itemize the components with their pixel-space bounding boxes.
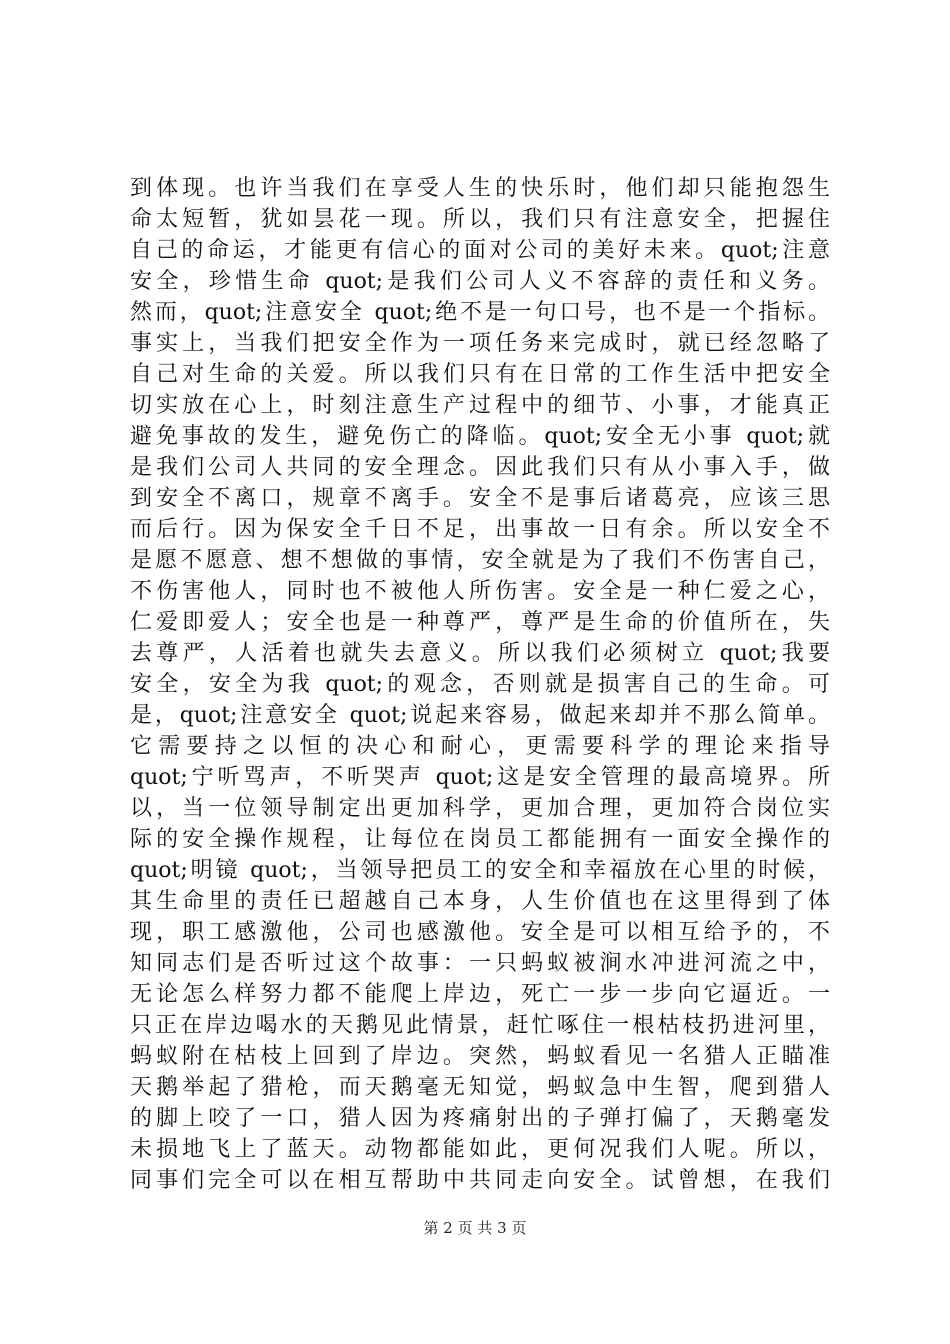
text-line: 现，职工感激他，公司也感激他。安全是可以相互给予的，不 — [130, 920, 830, 945]
text-line: 同事们完全可以在相互帮助中共同走向安全。试曾想，在我们 — [130, 1168, 830, 1193]
body-text — [130, 173, 830, 1196]
text-line: 无论怎么样努力都不能爬上岸边，死亡一步一步向它逼近。一 — [130, 982, 830, 1007]
text-line: 的脚上咬了一口，猎人因为疼痛射出的子弹打偏了，天鹅毫发 — [130, 1106, 830, 1131]
text-line: 到体现。也许当我们在享受人生的快乐时，他们却只能抱怨生 — [130, 176, 830, 201]
text-line: 而后行。因为保安全千日不足，出事故一日有余。所以安全不 — [130, 517, 830, 542]
text-line: 它需要持之以恒的决心和耐心，更需要科学的理论来指导 — [130, 734, 830, 759]
text-line: quot;宁听骂声，不听哭声 quot;这是安全管理的最高境界。所 — [130, 765, 830, 790]
page-number-footer: 第 2 页 共 3 页 — [423, 1219, 527, 1237]
text-line: 是愿不愿意、想不想做的事情，安全就是为了我们不伤害自己， — [130, 548, 830, 573]
text-line: 蚂蚁附在枯枝上回到了岸边。突然，蚂蚁看见一名猎人正瞄准 — [130, 1044, 830, 1069]
text-line: 未损地飞上了蓝天。动物都能如此，更何况我们人呢。所以， — [130, 1137, 830, 1162]
text-line: 命太短暂，犹如昙花一现。所以，我们只有注意安全，把握住 — [130, 207, 830, 232]
text-line: 到安全不离口，规章不离手。安全不是事后诸葛亮，应该三思 — [130, 486, 830, 511]
text-line: 安全，珍惜生命 quot;是我们公司人义不容辞的责任和义务。 — [130, 269, 830, 294]
text-line: 是我们公司人共同的安全理念。因此我们只有从小事入手，做 — [130, 455, 830, 480]
text-line: 只正在岸边喝水的天鹅见此情景，赶忙啄住一根枯枝扔进河里， — [130, 1013, 830, 1038]
text-line: 不伤害他人，同时也不被他人所伤害。安全是一种仁爱之心， — [130, 579, 830, 604]
text-line: 自己对生命的关爱。所以我们只有在日常的工作生活中把安全 — [130, 362, 830, 387]
text-line: 其生命里的责任已超越自己本身，人生价值也在这里得到了体 — [130, 889, 830, 914]
text-line: 际的安全操作规程，让每位在岗员工都能拥有一面安全操作的 — [130, 827, 830, 852]
text-line: 安全，安全为我 quot;的观念，否则就是损害自己的生命。可 — [130, 672, 830, 697]
text-line: 知同志们是否听过这个故事：一只蚂蚁被涧水冲进河流之中， — [130, 951, 830, 976]
text-line: 以，当一位领导制定出更加科学，更加合理，更加符合岗位实 — [130, 796, 830, 821]
text-line: 天鹅举起了猎枪，而天鹅毫无知觉，蚂蚁急中生智，爬到猎人 — [130, 1075, 830, 1100]
text-line: 去尊严，人活着也就失去意义。所以我们必须树立 quot;我要 — [130, 641, 830, 666]
text-line: 然而，quot;注意安全 quot;绝不是一句口号，也不是一个指标。 — [130, 300, 830, 325]
text-line: 自己的命运，才能更有信心的面对公司的美好未来。quot;注意 — [130, 238, 830, 263]
text-line: 避免事故的发生，避免伤亡的降临。quot;安全无小事 quot;就 — [130, 424, 830, 449]
text-line: quot;明镜 quot;，当领导把员工的安全和幸福放在心里的时候， — [130, 858, 830, 883]
text-line: 切实放在心上，时刻注意生产过程中的细节、小事，才能真正 — [130, 393, 830, 418]
text-line: 仁爱即爱人；安全也是一种尊严，尊严是生命的价值所在，失 — [130, 610, 830, 635]
text-line: 事实上，当我们把安全作为一项任务来完成时，就已经忽略了 — [130, 331, 830, 356]
text-line: 是，quot;注意安全 quot;说起来容易，做起来却并不那么简单。 — [130, 703, 830, 728]
